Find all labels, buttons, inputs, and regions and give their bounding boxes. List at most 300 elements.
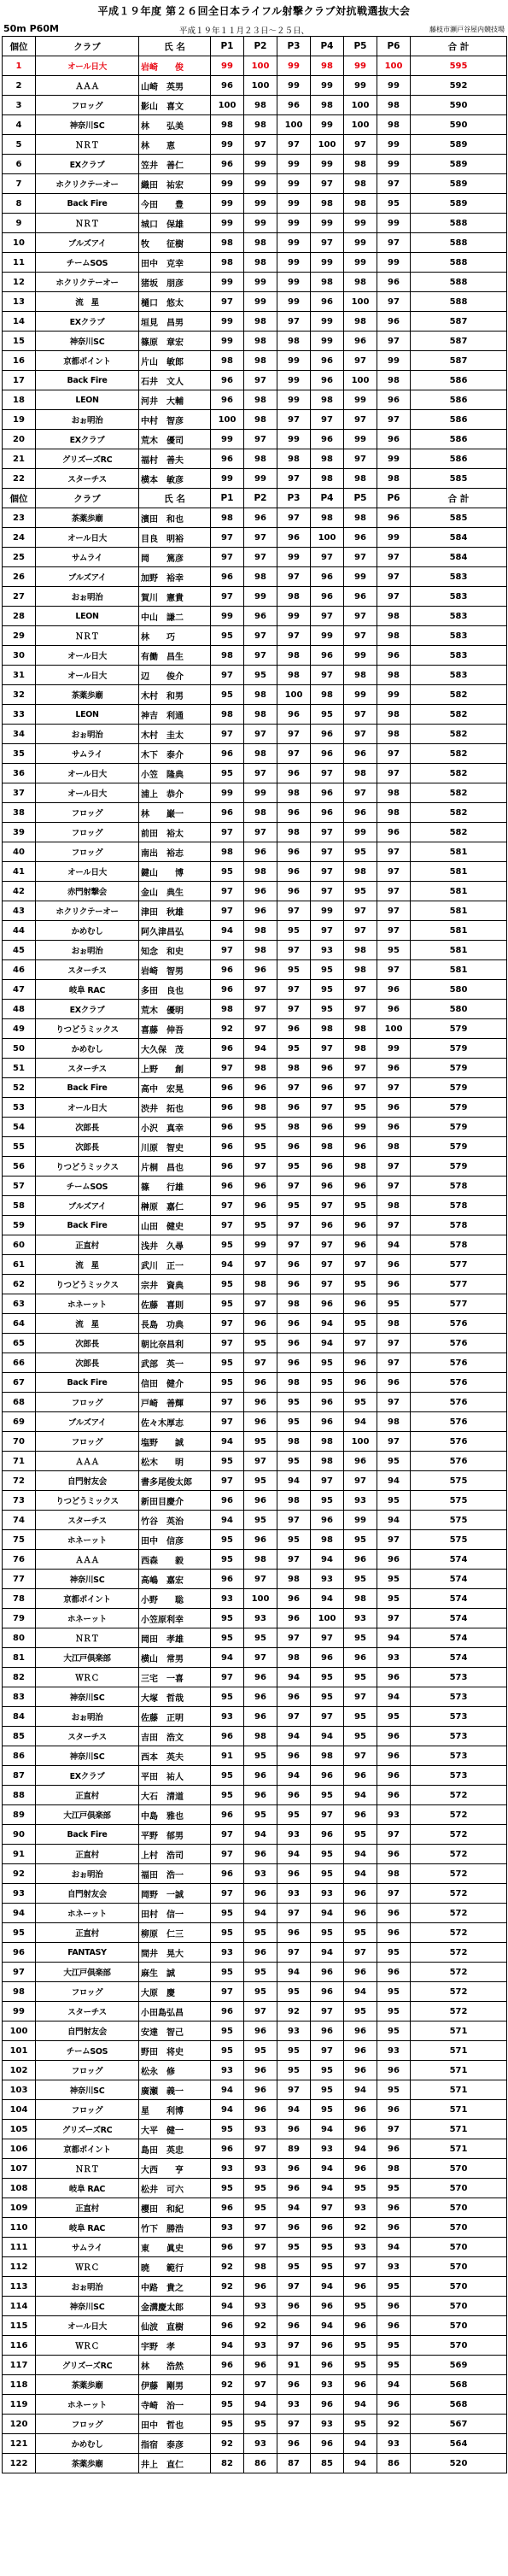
name-cell: 三宅 一喜 <box>139 1668 211 1687</box>
table-row <box>3 2277 507 2297</box>
total-cell: 572 <box>411 1845 507 1864</box>
total-cell: 586 <box>411 449 507 469</box>
name-cell: 指宿 泰彦 <box>139 2434 211 2454</box>
p5-cell: 95 <box>344 1314 377 1334</box>
p1-cell: 97 <box>211 548 244 567</box>
p2-cell: 99 <box>244 194 277 214</box>
rank-cell: 86 <box>3 1746 36 1766</box>
club-cell: ＷＲＣ <box>36 2336 139 2356</box>
p2-cell: 96 <box>244 508 277 528</box>
p6-cell: 96 <box>377 1098 411 1118</box>
table-row <box>3 1412 507 1432</box>
p4-cell: 96 <box>311 1157 344 1177</box>
total-cell: 571 <box>411 2021 507 2041</box>
p2-cell: 93 <box>244 2297 277 2316</box>
total-cell: 586 <box>411 410 507 430</box>
club-cell: Back Fire <box>36 1078 139 1098</box>
table-row <box>3 76 507 96</box>
p2-cell: 95 <box>244 1216 277 1235</box>
total-cell: 583 <box>411 646 507 666</box>
p3-cell: 94 <box>277 1766 311 1786</box>
table-row <box>3 390 507 410</box>
p5-cell: 98 <box>344 469 377 489</box>
p3-cell: 95 <box>277 2238 311 2257</box>
p1-cell: 97 <box>211 528 244 548</box>
p6-cell: 96 <box>377 1766 411 1786</box>
p4-cell: 96 <box>311 1412 344 1432</box>
name-cell: 笠井 善仁 <box>139 155 211 174</box>
name-cell: 中村 智彦 <box>139 410 211 430</box>
club-cell: 大江戸倶楽部 <box>36 1963 139 1982</box>
total-cell: 579 <box>411 1118 507 1137</box>
p6-cell: 99 <box>377 528 411 548</box>
club-cell: チームSOS <box>36 2041 139 2061</box>
club-cell: グリズーズRC <box>36 2356 139 2375</box>
name-cell: 武部 英一 <box>139 1353 211 1373</box>
name-cell: 小笠原利幸 <box>139 1609 211 1628</box>
rank-cell: 122 <box>3 2454 36 2473</box>
event-name: 50m P60M <box>3 23 59 34</box>
total-cell: 585 <box>411 469 507 489</box>
name-cell: 間井 晃大 <box>139 1943 211 1963</box>
p4-cell: 98 <box>311 96 344 115</box>
p1-cell: 94 <box>211 1511 244 1530</box>
total-cell: 586 <box>411 430 507 449</box>
p6-cell: 94 <box>377 1628 411 1648</box>
p1-cell: 98 <box>211 1000 244 1019</box>
p4-cell: 99 <box>311 253 344 273</box>
table-row <box>3 155 507 174</box>
table-row <box>3 135 507 155</box>
p3-cell: 99 <box>277 548 311 567</box>
p2-cell: 98 <box>244 1059 277 1078</box>
p3-cell: 96 <box>277 2316 311 2336</box>
p1-cell: 95 <box>211 764 244 783</box>
name-cell: 田中 克幸 <box>139 253 211 273</box>
p4-cell: 99 <box>311 332 344 351</box>
name-cell: 田中 哲也 <box>139 2415 211 2434</box>
name-cell: 金溝慶太郎 <box>139 2297 211 2316</box>
club-cell: フロッグ <box>36 1982 139 2002</box>
total-cell: 595 <box>411 56 507 76</box>
club-cell: おぉ明治 <box>36 725 139 744</box>
name-cell: 浅井 久尋 <box>139 1235 211 1255</box>
p4-cell: 95 <box>311 1786 344 1805</box>
total-cell: 588 <box>411 292 507 312</box>
name-cell: 福田 浩一 <box>139 1864 211 1884</box>
p6-cell: 95 <box>377 1294 411 1314</box>
table-row <box>3 1078 507 1098</box>
p2-cell: 93 <box>244 2159 277 2179</box>
p3-cell: 97 <box>277 1078 311 1098</box>
name-cell: 川原 智史 <box>139 1137 211 1157</box>
p4-cell: 98 <box>311 1530 344 1550</box>
club-cell: サムライ <box>36 548 139 567</box>
rank-cell: 79 <box>3 1609 36 1628</box>
club-cell: ホネーット <box>36 2395 139 2415</box>
p3-cell: 97 <box>277 2080 311 2100</box>
p4-cell: 97 <box>311 666 344 685</box>
club-cell: おぉ明治 <box>36 410 139 430</box>
rank-cell: 87 <box>3 1766 36 1786</box>
p2-cell: 97 <box>244 764 277 783</box>
p4-cell: 95 <box>311 705 344 725</box>
p5-cell: 99 <box>344 823 377 842</box>
p3-cell: 96 <box>277 1786 311 1805</box>
table-row <box>3 2061 507 2080</box>
p1-cell: 95 <box>211 1373 244 1393</box>
p2-cell: 97 <box>244 823 277 842</box>
table-row <box>3 1216 507 1235</box>
p2-cell: 96 <box>244 607 277 626</box>
p1-cell: 96 <box>211 76 244 96</box>
p2-cell: 97 <box>244 528 277 548</box>
p2-cell: 98 <box>244 685 277 705</box>
p4-cell: 95 <box>311 980 344 1000</box>
p6-cell: 97 <box>377 332 411 351</box>
p1-cell: 95 <box>211 1766 244 1786</box>
rank-cell: 64 <box>3 1314 36 1334</box>
p6-cell: 96 <box>377 1727 411 1746</box>
total-cell: 576 <box>411 1432 507 1452</box>
club-cell: ＡＡＡ <box>36 76 139 96</box>
p3-cell: 97 <box>277 901 311 921</box>
p1-cell: 99 <box>211 273 244 292</box>
p5-cell: 95 <box>344 2415 377 2434</box>
p6-cell: 96 <box>377 273 411 292</box>
p2-cell: 95 <box>244 1805 277 1825</box>
p6-cell: 93 <box>377 2434 411 2454</box>
table-row <box>3 1668 507 1687</box>
table-row <box>3 1334 507 1353</box>
table-row <box>3 2395 507 2415</box>
total-cell: 584 <box>411 548 507 567</box>
p5-cell: 96 <box>344 2120 377 2139</box>
total-cell: 571 <box>411 2061 507 2080</box>
p4-cell: 96 <box>311 1078 344 1098</box>
rank-cell: 117 <box>3 2356 36 2375</box>
table-row <box>3 1432 507 1452</box>
p5-cell: 95 <box>344 1825 377 1845</box>
p1-cell: 96 <box>211 980 244 1000</box>
rank-cell: 2 <box>3 76 36 96</box>
p5-cell: 96 <box>344 1235 377 1255</box>
total-cell: 574 <box>411 1550 507 1570</box>
name-cell: 大石 清道 <box>139 1786 211 1805</box>
p6-cell: 96 <box>377 1373 411 1393</box>
p4-cell: 97 <box>311 2002 344 2021</box>
p5-cell: 98 <box>344 941 377 960</box>
p1-cell: 99 <box>211 607 244 626</box>
total-cell: 575 <box>411 1491 507 1511</box>
rank-cell: 97 <box>3 1963 36 1982</box>
p2-cell: 97 <box>244 725 277 744</box>
name-cell: 麻生 誠 <box>139 1963 211 1982</box>
table-row <box>3 1235 507 1255</box>
p3-cell: 99 <box>277 607 311 626</box>
rank-cell: 20 <box>3 430 36 449</box>
p6-cell: 98 <box>377 115 411 135</box>
rank-cell: 54 <box>3 1118 36 1137</box>
p4-cell: 94 <box>311 2277 344 2297</box>
p5-cell: 96 <box>344 1294 377 1314</box>
p4-cell: 93 <box>311 1884 344 1904</box>
p6-cell: 92 <box>377 2415 411 2434</box>
p6-cell: 95 <box>377 1707 411 1727</box>
club-cell: りつどうミックス <box>36 1157 139 1177</box>
p3-cell: 95 <box>277 2041 311 2061</box>
club-cell: 岐阜 RAC <box>36 2179 139 2198</box>
p4-cell: 95 <box>311 1373 344 1393</box>
p4-cell: 95 <box>311 1491 344 1511</box>
total-cell: 571 <box>411 2080 507 2100</box>
p2-cell: 95 <box>244 1746 277 1766</box>
table-row <box>3 862 507 882</box>
p4-cell: 97 <box>311 1707 344 1727</box>
p3-cell: 99 <box>277 273 311 292</box>
p6-cell: 97 <box>377 960 411 980</box>
p1-cell: 96 <box>211 1137 244 1157</box>
table-row <box>3 941 507 960</box>
p3-cell: 96 <box>277 1746 311 1766</box>
rank-cell: 13 <box>3 292 36 312</box>
p1-cell: 96 <box>211 1177 244 1196</box>
p5-cell: 94 <box>344 1786 377 1805</box>
club-cell: 次郎長 <box>36 1118 139 1137</box>
rank-cell: 93 <box>3 1884 36 1904</box>
table-row <box>3 1511 507 1530</box>
p3-cell: 98 <box>277 1491 311 1511</box>
table-row <box>3 332 507 351</box>
p3-cell: 97 <box>277 941 311 960</box>
p3-cell: 94 <box>277 1471 311 1491</box>
p2-cell: 99 <box>244 174 277 194</box>
club-cell: ホネーット <box>36 1904 139 1923</box>
p6-cell: 96 <box>377 312 411 332</box>
total-cell: 589 <box>411 155 507 174</box>
table-row <box>3 1628 507 1648</box>
total-cell: 581 <box>411 960 507 980</box>
p2-cell: 94 <box>244 1825 277 1845</box>
p4-cell: 97 <box>311 410 344 430</box>
total-cell: 578 <box>411 1196 507 1216</box>
total-cell: 568 <box>411 2375 507 2395</box>
p5-cell: 98 <box>344 174 377 194</box>
column-header: P4 <box>311 489 344 508</box>
name-cell: 河井 大輔 <box>139 390 211 410</box>
club-cell: 赤門射撃会 <box>36 882 139 901</box>
name-cell: 浦上 恭介 <box>139 783 211 803</box>
club-cell: オール日大 <box>36 783 139 803</box>
name-cell: 大平 健一 <box>139 2120 211 2139</box>
rank-cell: 90 <box>3 1825 36 1845</box>
name-cell: 神吉 利通 <box>139 705 211 725</box>
rank-cell: 59 <box>3 1216 36 1235</box>
total-cell: 586 <box>411 390 507 410</box>
rank-cell: 39 <box>3 823 36 842</box>
table-row <box>3 2238 507 2257</box>
p4-cell: 94 <box>311 2120 344 2139</box>
p4-cell: 93 <box>311 2139 344 2159</box>
rank-cell: 118 <box>3 2375 36 2395</box>
table-row <box>3 1137 507 1157</box>
rank-cell: 41 <box>3 862 36 882</box>
p1-cell: 97 <box>211 1845 244 1864</box>
rank-cell: 36 <box>3 764 36 783</box>
p2-cell: 96 <box>244 1845 277 1864</box>
rank-cell: 29 <box>3 626 36 646</box>
club-cell: 流 星 <box>36 292 139 312</box>
p6-cell: 100 <box>377 56 411 76</box>
p6-cell: 100 <box>377 1019 411 1039</box>
p1-cell: 99 <box>211 174 244 194</box>
p4-cell: 94 <box>311 2316 344 2336</box>
p5-cell: 99 <box>344 646 377 666</box>
p5-cell: 96 <box>344 1766 377 1786</box>
p4-cell: 95 <box>311 1353 344 1373</box>
name-cell: 高中 宏晃 <box>139 1078 211 1098</box>
p4-cell: 97 <box>311 1196 344 1216</box>
p1-cell: 98 <box>211 233 244 253</box>
p6-cell: 96 <box>377 2297 411 2316</box>
p2-cell: 96 <box>244 1491 277 1511</box>
p3-cell: 99 <box>277 174 311 194</box>
rank-cell: 14 <box>3 312 36 332</box>
table-row <box>3 1805 507 1825</box>
p6-cell: 99 <box>377 76 411 96</box>
p1-cell: 95 <box>211 1904 244 1923</box>
rank-cell: 82 <box>3 1668 36 1687</box>
name-cell: 横山 常男 <box>139 1648 211 1668</box>
name-cell: 廣瀬 義一 <box>139 2080 211 2100</box>
name-cell: 林 弘美 <box>139 115 211 135</box>
p1-cell: 93 <box>211 2061 244 2080</box>
p1-cell: 91 <box>211 1746 244 1766</box>
p5-cell: 99 <box>344 390 377 410</box>
p6-cell: 98 <box>377 2159 411 2179</box>
table-row <box>3 1039 507 1059</box>
p3-cell: 95 <box>277 2257 311 2277</box>
club-cell: LEON <box>36 390 139 410</box>
total-cell: 586 <box>411 371 507 390</box>
p3-cell: 99 <box>277 253 311 273</box>
rank-cell: 67 <box>3 1373 36 1393</box>
p5-cell: 94 <box>344 2139 377 2159</box>
total-cell: 574 <box>411 1570 507 1589</box>
total-cell: 589 <box>411 194 507 214</box>
p5-cell: 97 <box>344 921 377 941</box>
p1-cell: 94 <box>211 1648 244 1668</box>
rank-cell: 23 <box>3 508 36 528</box>
total-cell: 580 <box>411 1000 507 1019</box>
rank-cell: 58 <box>3 1196 36 1216</box>
p1-cell: 99 <box>211 135 244 155</box>
p1-cell: 92 <box>211 2375 244 2395</box>
p3-cell: 96 <box>277 2179 311 2198</box>
total-cell: 571 <box>411 2139 507 2159</box>
results-table <box>2 36 507 2473</box>
p6-cell: 96 <box>377 1963 411 1982</box>
p5-cell: 97 <box>344 135 377 155</box>
p3-cell: 96 <box>277 705 311 725</box>
table-row <box>3 1589 507 1609</box>
p5-cell: 97 <box>344 1687 377 1707</box>
p4-cell: 97 <box>311 1255 344 1275</box>
p4-cell: 97 <box>311 1098 344 1118</box>
p5-cell: 94 <box>344 2454 377 2473</box>
rank-cell: 44 <box>3 921 36 941</box>
p5-cell: 95 <box>344 1275 377 1294</box>
p3-cell: 98 <box>277 1294 311 1314</box>
column-header: クラブ <box>36 37 139 56</box>
p5-cell: 98 <box>344 1019 377 1039</box>
p5-cell: 93 <box>344 2198 377 2218</box>
p6-cell: 99 <box>377 685 411 705</box>
p2-cell: 96 <box>244 1412 277 1432</box>
p4-cell: 96 <box>311 2434 344 2454</box>
club-cell: 神奈川SC <box>36 332 139 351</box>
table-row <box>3 567 507 587</box>
p6-cell: 98 <box>377 783 411 803</box>
p3-cell: 97 <box>277 2336 311 2356</box>
rank-cell: 88 <box>3 1786 36 1805</box>
p2-cell: 97 <box>244 430 277 449</box>
p5-cell: 95 <box>344 1727 377 1746</box>
rank-cell: 98 <box>3 1982 36 2002</box>
name-cell: 田中 信彦 <box>139 1530 211 1550</box>
p6-cell: 93 <box>377 1648 411 1668</box>
club-cell: Back Fire <box>36 1216 139 1235</box>
table-row <box>3 1570 507 1589</box>
club-cell: LEON <box>36 607 139 626</box>
rank-cell: 74 <box>3 1511 36 1530</box>
p1-cell: 97 <box>211 1059 244 1078</box>
total-cell: 575 <box>411 1471 507 1491</box>
total-cell: 579 <box>411 1098 507 1118</box>
table-row <box>3 1727 507 1746</box>
p3-cell: 95 <box>277 2061 311 2080</box>
name-cell: 松井 可六 <box>139 2179 211 2198</box>
p6-cell: 93 <box>377 1805 411 1825</box>
club-cell: おぉ明治 <box>36 2277 139 2297</box>
total-cell: 572 <box>411 1904 507 1923</box>
name-cell: 荒木 優司 <box>139 430 211 449</box>
p4-cell: 96 <box>311 803 344 823</box>
p4-cell: 93 <box>311 2375 344 2395</box>
table-row <box>3 607 507 626</box>
p3-cell: 94 <box>277 1845 311 1864</box>
p6-cell: 97 <box>377 587 411 607</box>
club-cell: フロッグ <box>36 2061 139 2080</box>
p2-cell: 98 <box>244 390 277 410</box>
p1-cell: 95 <box>211 1275 244 1294</box>
club-cell: オール日大 <box>36 764 139 783</box>
p4-cell: 98 <box>311 508 344 528</box>
name-cell: 上村 浩司 <box>139 1845 211 1864</box>
total-cell: 570 <box>411 2277 507 2297</box>
p2-cell: 99 <box>244 469 277 489</box>
total-cell: 572 <box>411 1884 507 1904</box>
name-cell: 影山 喜文 <box>139 96 211 115</box>
p4-cell: 96 <box>311 1511 344 1530</box>
p2-cell: 94 <box>244 1039 277 1059</box>
name-cell: 榊原 嘉仁 <box>139 1196 211 1216</box>
total-cell: 588 <box>411 214 507 233</box>
total-cell: 578 <box>411 1235 507 1255</box>
p5-cell: 97 <box>344 351 377 371</box>
club-cell: 岐阜 RAC <box>36 980 139 1000</box>
club-cell: EXクラブ <box>36 430 139 449</box>
